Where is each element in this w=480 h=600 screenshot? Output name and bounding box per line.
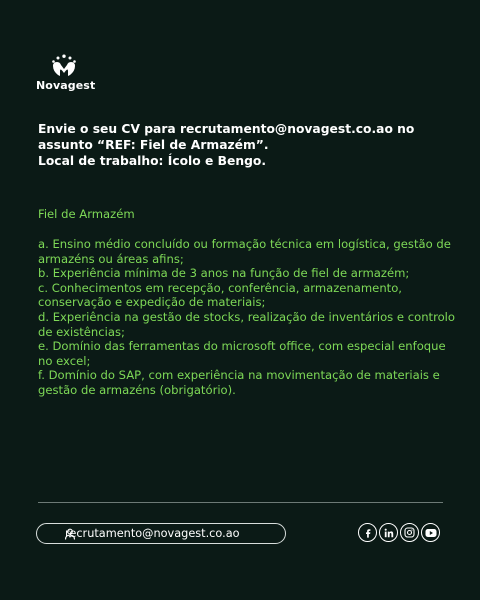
requirements-list (38, 237, 458, 398)
requirement-item: e. Domínio das ferramentas do microsoft office, com especial enfoque no excel; (38, 339, 446, 368)
intro-line: assunto “REF: Fiel de Armazém”. (38, 138, 269, 152)
youtube-link[interactable] (421, 523, 440, 542)
job-title: Fiel de Armazém (38, 207, 135, 221)
instagram-icon (404, 527, 415, 538)
requirement-item: a. Ensino médio concluído ou formação técnica em logística, gestão de armazéns ou áreas afins; (38, 237, 451, 266)
social-links (358, 523, 440, 542)
requirement-item: f. Domínio do SAP, com experiência na movimentação de materiais e gestão de armazéns (obrigatório). (38, 368, 440, 397)
facebook-icon (363, 528, 373, 538)
linkedin-icon (384, 528, 394, 538)
application-instructions (38, 121, 448, 169)
intro-line: Local de trabalho: Ícolo e Bengo. (38, 154, 267, 168)
novagest-logo-icon (49, 54, 79, 78)
brand-name: Novagest (36, 79, 96, 92)
linkedin-link[interactable] (379, 523, 398, 542)
email-text: recrutamento@novagest.co.ao (65, 527, 240, 540)
youtube-icon (425, 528, 437, 538)
instagram-link[interactable] (400, 523, 419, 542)
requirement-item: c. Conhecimentos em recepção, conferência, armazenamento, conservação e expedição de materiais; (38, 280, 402, 310)
person-icon (64, 528, 76, 540)
requirement-item: d. Experiência na gestão de stocks, realização de inventários e controlo de existências; (38, 309, 456, 339)
footer-divider (38, 502, 443, 503)
requirement-item: b. Experiência mínima de 3 anos na função de fiel de armazém; (38, 266, 410, 281)
brand-logo (36, 54, 96, 92)
facebook-link[interactable] (358, 523, 377, 542)
intro-line: Envie o seu CV para recrutamento@novagest.co.ao no (38, 122, 415, 136)
email-link[interactable] (36, 523, 286, 544)
